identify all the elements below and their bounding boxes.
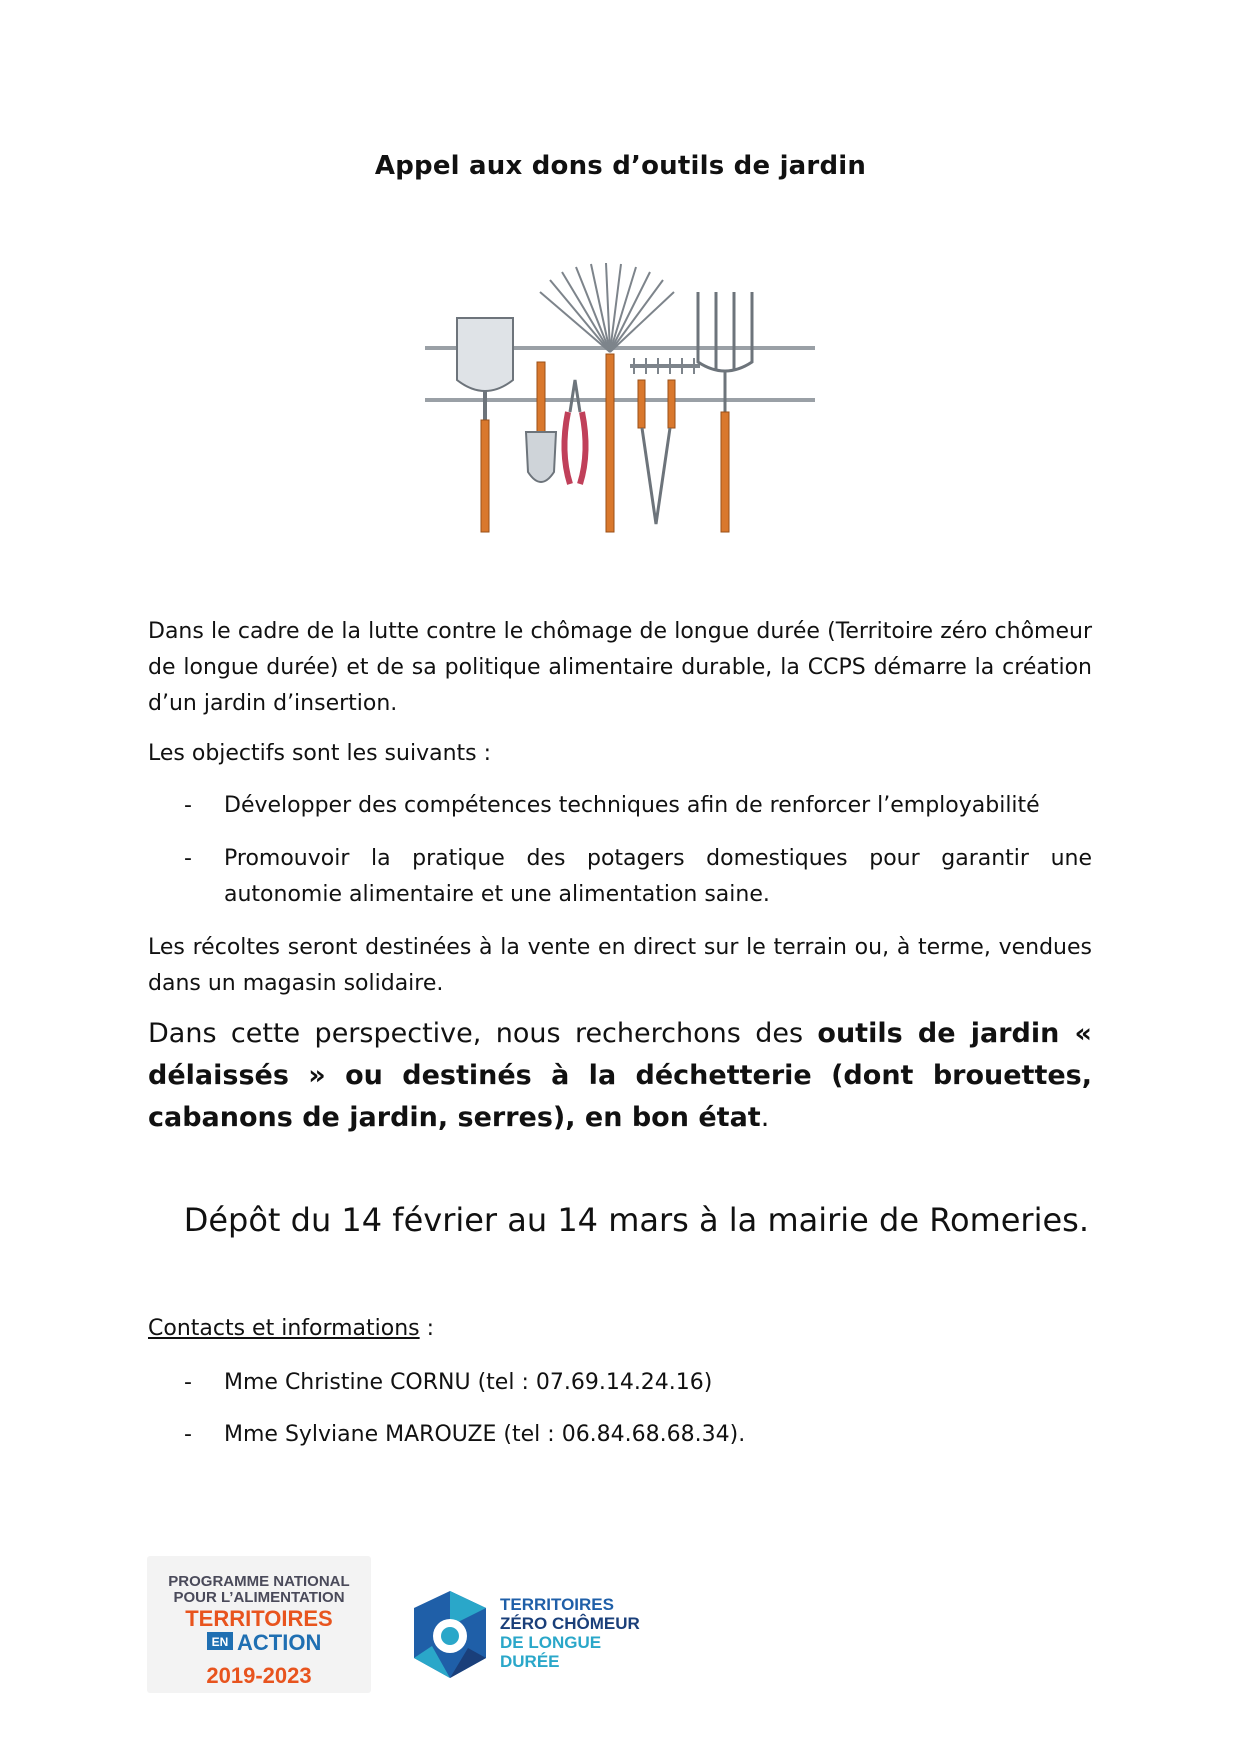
objectives-heading: Les objectifs sont les suivants : [148,741,492,766]
pnaa-line4b: ACTION [237,1630,322,1655]
pnaa-line3: TERRITOIRES [185,1606,333,1631]
bullet-dash: - [184,793,192,818]
contact-text: Mme Sylviane MAROUZE (tel : 06.84.68.68.34). [224,1422,746,1447]
contacts-heading [148,1311,434,1347]
pnaa-line2: POUR L’ALIMENTATION [173,1589,345,1606]
pnaa-line4a: EN [211,1635,229,1649]
objective-text: Développer des compétences techniques afin de renforcer l’employabilité [224,793,1040,818]
contact-text: Mme Christine CORNU (tel : 07.69.14.24.16) [224,1370,713,1395]
pnaa-logo [147,1556,371,1693]
objective-item [148,788,1092,824]
contact-item [148,1365,1092,1401]
objective-text: Promouvoir la pratique des potagers domestiques pour garantir une autonomie alimentaire et une alimentation saine. [224,846,1092,907]
tzcld-line4: DURÉE [500,1652,560,1671]
appeal-lead: Dans cette perspective, nous recherchons des [148,1018,818,1049]
objective-item [148,841,1092,913]
tzcld-logo-graphic [408,1586,648,1696]
pnaa-line1: PROGRAMME NATIONAL [168,1573,350,1590]
intro-paragraph: Dans le cadre de la lutte contre le chômage de longue durée (Territoire zéro chômeur de longue durée) et de sa politique alimentaire durable, la CCPS démarre la création d’un jardin d’insertion. [148,619,1092,716]
pnaa-years: 2019-2023 [206,1663,312,1688]
tzcld-line2: ZÉRO CHÔMEUR [500,1614,640,1633]
appeal-end: . [760,1102,770,1133]
bullet-dash: - [184,1422,192,1447]
tzcld-logo [408,1586,648,1696]
pnaa-logo-graphic [147,1556,371,1693]
pruner-icon [564,380,585,484]
garden-tools-rack-illustration [420,262,820,542]
appeal-paragraph [148,1013,1092,1139]
shovel-icon [457,318,513,532]
contacts-heading-label: Contacts et informations [148,1316,420,1341]
tzcld-line1: TERRITOIRES [500,1595,614,1614]
pitchfork-icon [698,292,752,532]
trowel-icon [526,362,556,482]
hand-rake-icon [630,358,700,374]
page-title: Appel aux dons d’outils de jardin [374,151,867,181]
bullet-dash: - [184,846,192,871]
tzcld-line3: DE LONGUE [500,1633,602,1652]
deposit-notice: Dépôt du 14 février au 14 mars à la mairie de Romeries. [183,1201,1089,1239]
contacts-heading-colon: : [419,1316,435,1341]
contact-item [148,1417,1092,1453]
tzcld-hexagon-icon [414,1591,486,1678]
bullet-dash: - [184,1370,192,1395]
harvest-paragraph: Les récoltes seront destinées à la vente en direct sur le terrain ou, à terme, vendues dans un magasin solidaire. [148,935,1092,996]
leaf-rake-icon [540,263,674,532]
appeal-bold: outils de jardin « délaissés » ou destinés à la déchetterie (dont brouettes, cabanons de jardin, serres), en bon état [148,1018,1092,1133]
